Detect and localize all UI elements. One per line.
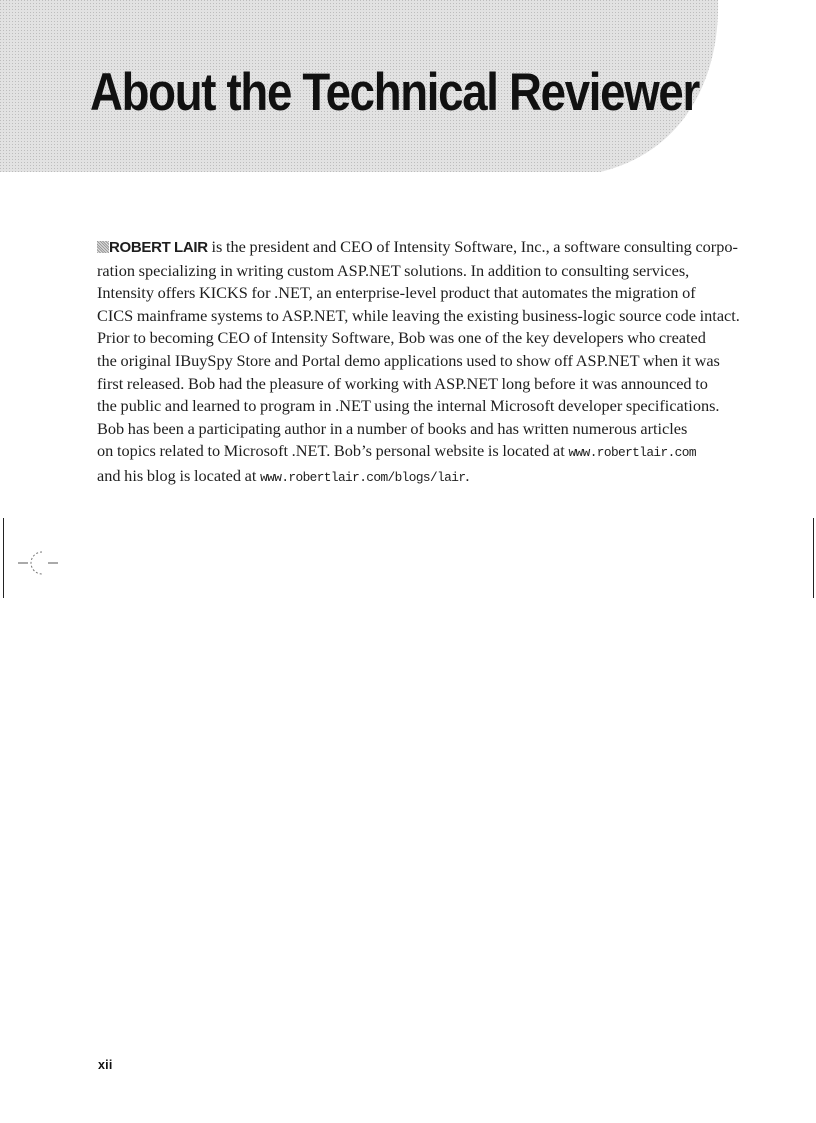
bio-line: the public and learned to program in .NET using the internal Microsoft developer specifications. [97, 396, 720, 416]
bio-line-11-text: and his blog is located at [97, 465, 261, 485]
bio-line: Bob has been a participating author in a number of books and has written numerous articles [97, 418, 688, 438]
bio-line: CICS mainframe systems to ASP.NET, while leaving the existing business-logic source code intact. [97, 305, 740, 325]
bio-line-10-text: on topics related to Microsoft .NET. Bob’s personal website is located at [97, 441, 569, 461]
bio-line: Prior to becoming CEO of Intensity Software, Bob was one of the key developers who created [97, 328, 706, 348]
bio-line: Intensity offers KICKS for .NET, an enterprise-level product that automates the migration of [97, 283, 696, 303]
bio-line-10 [97, 440, 747, 465]
chapter-title: About the Technical Reviewer [90, 63, 699, 122]
bio-marker-icon [97, 241, 109, 253]
page-number: xii [98, 1058, 113, 1072]
bio-line-11 [97, 465, 747, 490]
left-crop-bar [3, 518, 4, 598]
reviewer-bio [97, 236, 747, 490]
bio-line-1 [97, 236, 747, 260]
bio-line: first released. Bob had the pleasure of working with ASP.NET long before it was announced to [97, 373, 708, 393]
bio-end-period: . [465, 465, 470, 485]
registration-mark-icon [14, 548, 64, 578]
bio-line: the original IBuySpy Store and Portal demo applications used to show off ASP.NET when it was [97, 350, 720, 370]
bio-line: ration specializing in writing custom ASP.NET solutions. In addition to consulting services, [97, 260, 690, 280]
bio-line-1-text: is the president and CEO of Intensity Software, Inc., a software consulting corpo- [207, 237, 738, 256]
right-crop-bar [813, 518, 814, 598]
website-link[interactable]: www.robertlair.com [568, 445, 696, 461]
blog-link[interactable]: www.robertlair.com/blogs/lair [260, 469, 466, 485]
reviewer-name: ROBERT LAIR [109, 239, 208, 256]
